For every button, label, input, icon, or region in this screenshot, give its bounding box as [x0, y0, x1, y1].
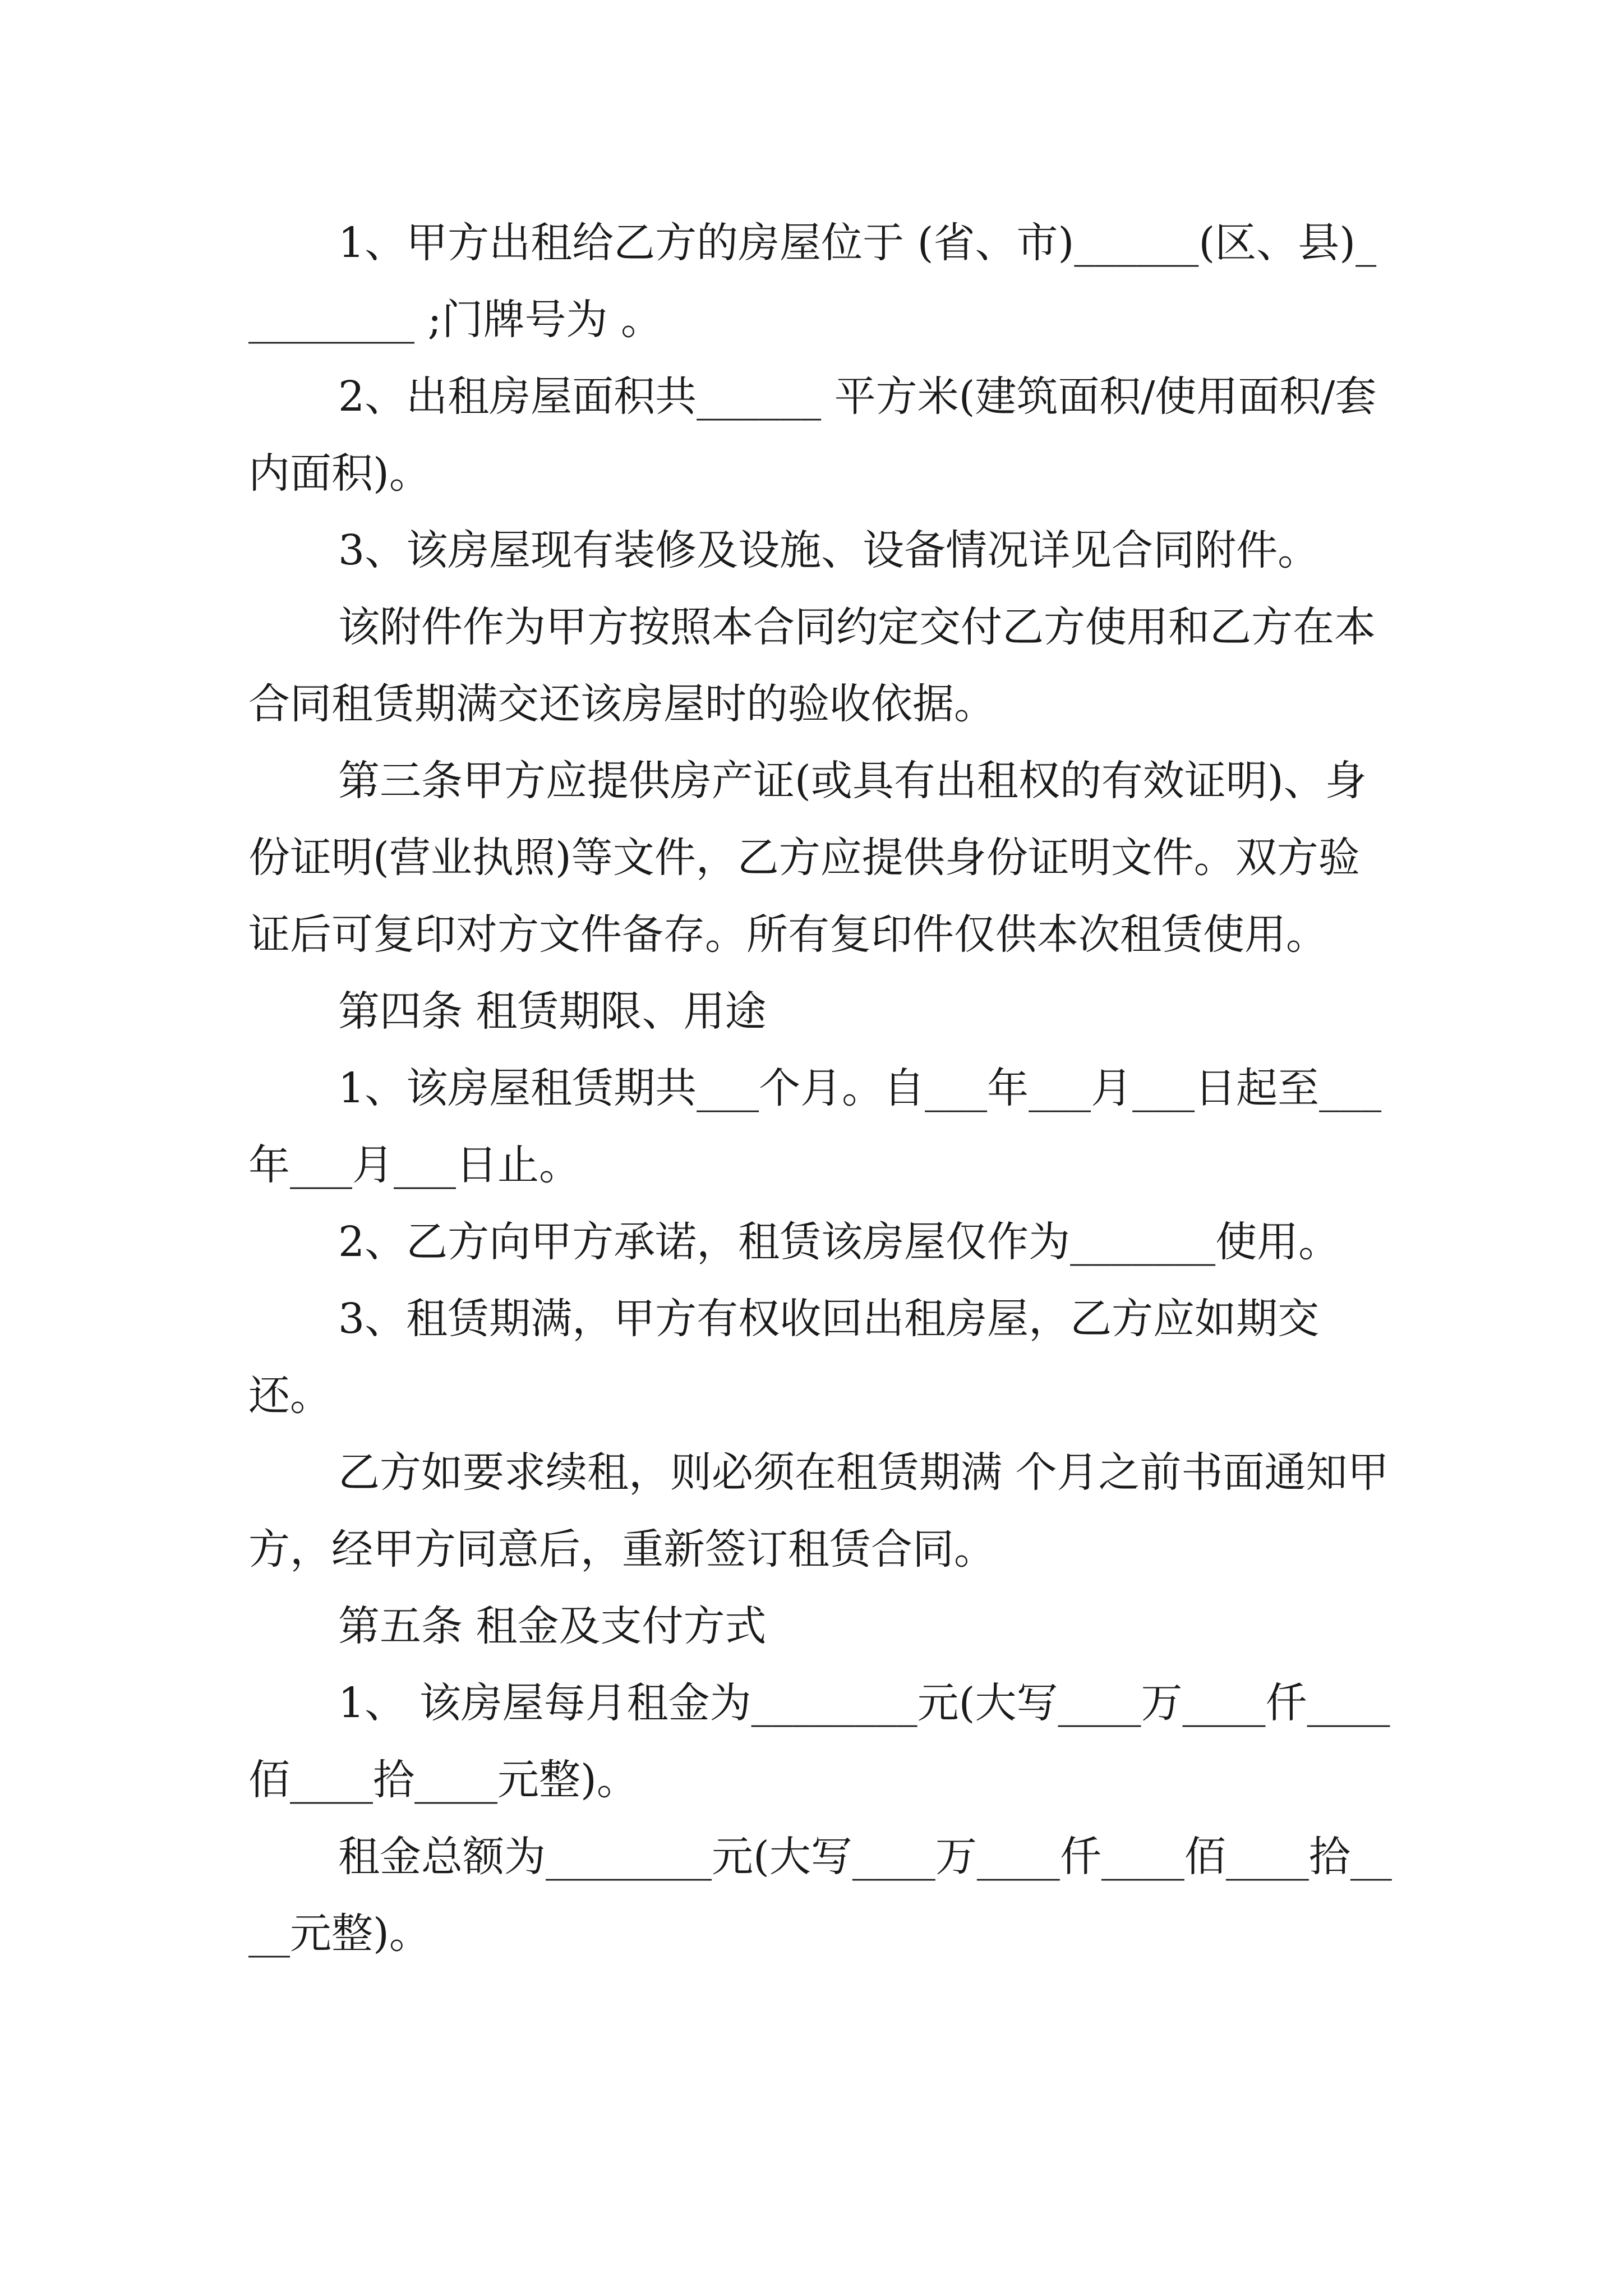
heading-article-five: 第五条 租金及支付方式	[338, 1602, 767, 1650]
paragraph-lease-purpose: 2、乙方向甲方承诺，租赁该房屋仅作为_______使用。	[338, 1218, 1340, 1266]
heading-article-four: 第四条 租赁期限、用途	[338, 987, 767, 1036]
paragraph-property-area: 2、出租房屋面积共______ 平方米(建筑面积/使用面积/套内面积)。	[248, 372, 1377, 498]
paragraph-lease-renewal: 乙方如要求续租，则必须在租赁期满 个月之前书面通知甲方，经甲方同意后，重新签订租赁合同。	[248, 1448, 1389, 1573]
paragraph-attachment-basis: 该附件作为甲方按照本合同约定交付乙方使用和乙方在本合同租赁期满交还该房屋时的验收依据。	[248, 603, 1376, 728]
paragraph-lease-expiry: 3、租赁期满，甲方有权收回出租房屋，乙方应如期交还。	[248, 1295, 1320, 1420]
paragraph-total-rent: 租金总额为________元(大写____万____仟____佰____拾____元整)。	[248, 1833, 1392, 1958]
paragraph-decoration-facilities: 3、该房屋现有装修及设施、设备情况详见合同附件。	[338, 526, 1320, 574]
contract-body	[248, 205, 1393, 1972]
paragraph-monthly-rent: 1、 该房屋每月租金为________元(大写____万____仟____佰____拾____元整)。	[248, 1679, 1390, 1804]
paragraph-property-location: 1、甲方出租给乙方的房屋位于 (省、市)______(区、县)_________ ;门牌号为 。	[248, 219, 1377, 344]
paragraph-lease-term: 1、该房屋租赁期共___个月。自___年___月___日起至___年___月___日止。	[248, 1064, 1382, 1189]
paragraph-article-three: 第三条甲方应提供房产证(或具有出租权的有效证明)、身份证明(营业执照)等文件，乙方应提供身份证明文件。双方验证后可复印对方文件备存。所有复印件仅供本次租赁使用。	[248, 757, 1367, 959]
